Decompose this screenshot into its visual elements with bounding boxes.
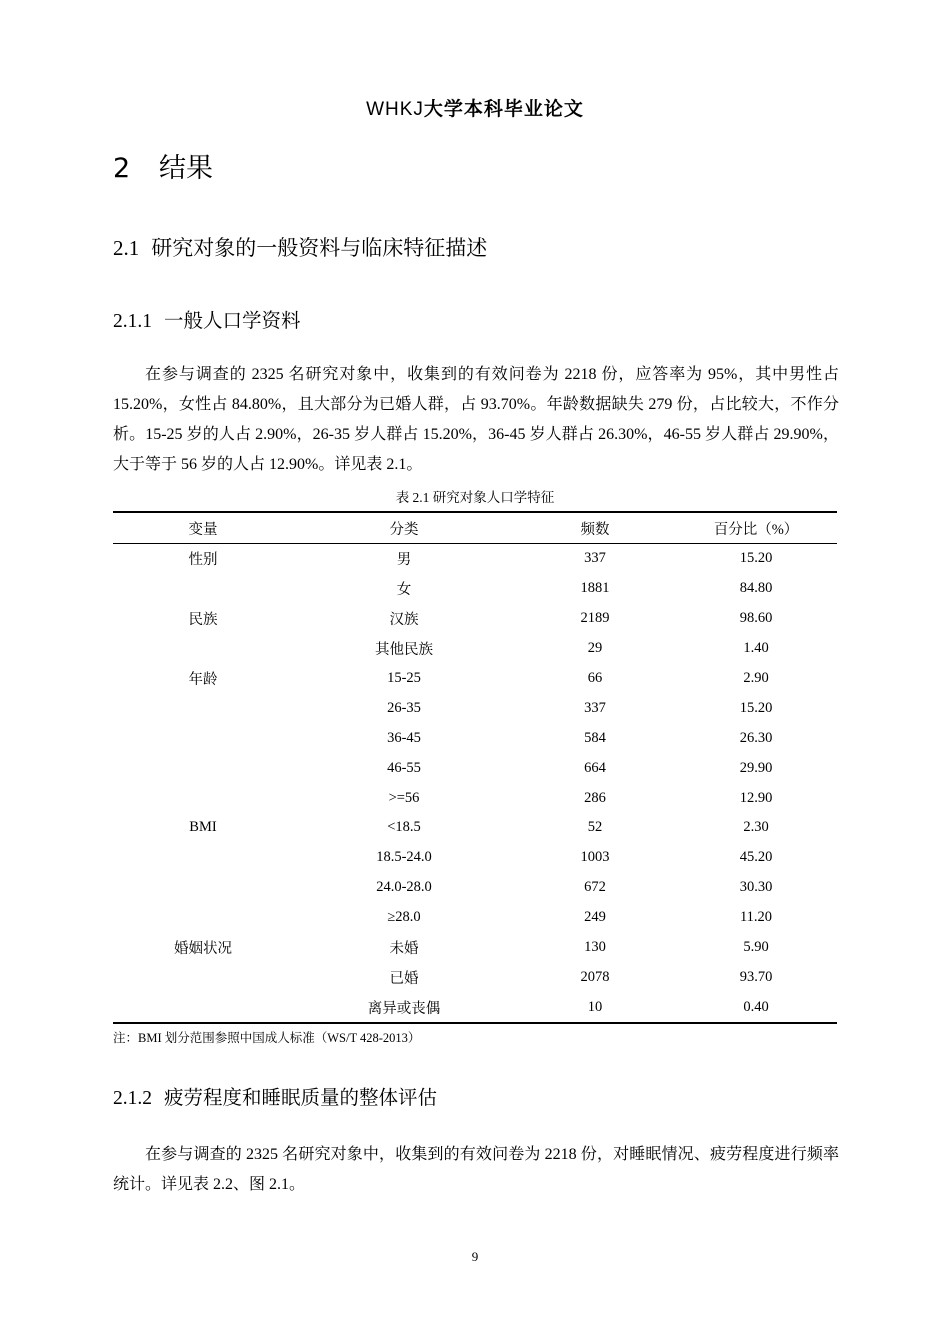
table-row bbox=[113, 574, 837, 604]
table-row bbox=[113, 873, 837, 903]
cell-variable bbox=[113, 903, 293, 933]
cell-category: ≥28.0 bbox=[387, 909, 421, 926]
cell-category: 46-55 bbox=[387, 759, 421, 776]
cell-percent: 93.70 bbox=[739, 968, 773, 985]
table-row bbox=[113, 783, 837, 813]
table-caption: 表 2.1 研究对象人口学特征 bbox=[395, 490, 555, 505]
table-header-row bbox=[113, 512, 837, 544]
cell-percent: 12.90 bbox=[739, 789, 773, 806]
page-header bbox=[0, 94, 950, 121]
cell-category: <18.5 bbox=[387, 819, 421, 836]
table-row bbox=[113, 813, 837, 843]
cell-percent: 2.30 bbox=[743, 819, 769, 836]
table-row bbox=[113, 664, 837, 694]
cell-frequency: 337 bbox=[584, 699, 606, 716]
cell-variable bbox=[113, 574, 293, 604]
cell-frequency: 10 bbox=[587, 998, 603, 1015]
table-row bbox=[113, 693, 837, 723]
cell-variable bbox=[113, 992, 293, 1023]
chapter-title bbox=[113, 146, 213, 185]
header-variable: 变量 bbox=[113, 512, 293, 544]
cell-category: >=56 bbox=[388, 789, 420, 806]
cell-frequency: 2189 bbox=[580, 610, 610, 627]
cell-category: 24.0-28.0 bbox=[376, 879, 432, 896]
demographics-table bbox=[113, 511, 837, 1024]
cell-percent: 5.90 bbox=[743, 939, 769, 956]
cell-frequency: 584 bbox=[584, 729, 606, 746]
subsection-title-2 bbox=[113, 1082, 437, 1110]
cell-frequency: 1003 bbox=[580, 849, 610, 866]
cell-percent: 84.80 bbox=[739, 580, 773, 597]
subsection-number-2: 2.1.2 bbox=[113, 1088, 152, 1109]
cell-variable bbox=[113, 753, 293, 783]
cell-percent: 15.20 bbox=[739, 699, 773, 716]
cell-frequency: 1881 bbox=[580, 580, 610, 597]
table-row bbox=[113, 753, 837, 783]
cell-variable bbox=[113, 843, 293, 873]
cell-percent: 15.20 bbox=[739, 550, 773, 567]
cell-category: 未婚 bbox=[389, 941, 419, 958]
cell-category: 18.5-24.0 bbox=[376, 849, 432, 866]
section-title bbox=[113, 232, 487, 262]
cell-frequency: 66 bbox=[587, 670, 603, 686]
table-row bbox=[113, 604, 837, 634]
section-title-text: 研究对象的一般资料与临床特征描述 bbox=[151, 236, 488, 260]
table-row bbox=[113, 992, 837, 1023]
cell-frequency: 286 bbox=[584, 789, 606, 806]
subsection-title-1 bbox=[113, 305, 301, 333]
subsection-title-text-2: 疲劳程度和睡眠质量的整体评估 bbox=[164, 1086, 438, 1109]
cell-variable bbox=[113, 962, 293, 992]
cell-percent: 11.20 bbox=[739, 909, 773, 926]
table-row bbox=[113, 903, 837, 933]
cell-variable: 婚姻状况 bbox=[174, 941, 232, 958]
cell-frequency: 249 bbox=[584, 909, 606, 926]
table-note: 注：BMI 划分范围参照中国成人标准（WS/T 428-2013） bbox=[113, 1031, 421, 1045]
table-row bbox=[113, 723, 837, 753]
header-frequency: 频数 bbox=[515, 512, 675, 544]
cell-frequency: 130 bbox=[584, 939, 606, 956]
cell-variable: BMI bbox=[189, 819, 217, 836]
cell-variable bbox=[113, 693, 293, 723]
cell-category: 其他民族 bbox=[375, 642, 433, 659]
paragraph-demographics: 在参与调查的 2325 名研究对象中，收集到的有效问卷为 2218 份，应答率为 95%，其中男性占 15.20%，女性占 84.80%，且大部分为已婚人群，占 93.70%。年龄数据缺失 279 份，占比较大，不作分析。15-25 岁的人占 2.90%，26-35 岁人群占 15.20%，36-45 岁人群占 26.30%，46-55 岁人群占 29.90%，大于等于 56 岁的人占 12.90%。详见表 2.1。 bbox=[113, 366, 839, 473]
cell-category: 36-45 bbox=[387, 729, 421, 746]
table-body bbox=[113, 544, 837, 1024]
table-row bbox=[113, 843, 837, 873]
cell-frequency: 2078 bbox=[580, 968, 610, 985]
cell-category: 已婚 bbox=[389, 970, 419, 987]
cell-category: 男 bbox=[396, 552, 412, 569]
cell-variable bbox=[113, 783, 293, 813]
paragraph-fatigue-sleep: 在参与调查的 2325 名研究对象中，收集到的有效问卷为 2218 份，对睡眠情况、疲劳程度进行频率统计。详见表 2.2、图 2.1。 bbox=[113, 1146, 839, 1193]
cell-frequency: 29 bbox=[587, 640, 603, 657]
cell-category: 15-25 bbox=[387, 670, 421, 686]
cell-percent: 2.90 bbox=[743, 670, 769, 686]
cell-frequency: 672 bbox=[584, 879, 606, 896]
cell-variable: 性别 bbox=[188, 552, 218, 569]
cell-percent: 30.30 bbox=[739, 879, 773, 896]
cell-variable bbox=[113, 723, 293, 753]
cell-frequency: 337 bbox=[584, 550, 606, 567]
cell-frequency: 664 bbox=[584, 759, 606, 776]
cell-variable bbox=[113, 873, 293, 903]
subsection-title-text-1: 一般人口学资料 bbox=[164, 309, 301, 332]
page-number: 9 bbox=[471, 1249, 479, 1264]
chapter-number: 2 bbox=[113, 153, 131, 184]
cell-percent: 26.30 bbox=[739, 729, 773, 746]
table-row bbox=[113, 544, 837, 574]
table-row bbox=[113, 634, 837, 664]
header-university-code: WHKJ bbox=[366, 99, 424, 120]
cell-category: 离异或丧偶 bbox=[367, 1000, 441, 1017]
cell-variable bbox=[113, 634, 293, 664]
table-row bbox=[113, 933, 837, 963]
chapter-title-text: 结果 bbox=[159, 153, 213, 184]
cell-variable: 民族 bbox=[188, 612, 218, 629]
header-percent: 百分比（%） bbox=[675, 512, 837, 544]
cell-frequency: 52 bbox=[587, 819, 603, 836]
header-thesis-label: 大学本科毕业论文 bbox=[423, 98, 584, 120]
cell-category: 26-35 bbox=[387, 699, 421, 716]
section-number: 2.1 bbox=[113, 236, 140, 260]
cell-variable: 年龄 bbox=[188, 672, 218, 688]
cell-percent: 29.90 bbox=[739, 759, 773, 776]
cell-percent: 1.40 bbox=[743, 640, 769, 657]
cell-percent: 98.60 bbox=[739, 610, 773, 627]
cell-percent: 45.20 bbox=[739, 849, 773, 866]
cell-category: 汉族 bbox=[389, 612, 419, 629]
header-category: 分类 bbox=[293, 512, 515, 544]
subsection-number-1: 2.1.1 bbox=[113, 311, 152, 332]
cell-percent: 0.40 bbox=[743, 998, 769, 1015]
cell-category: 女 bbox=[396, 582, 412, 599]
table-row bbox=[113, 962, 837, 992]
